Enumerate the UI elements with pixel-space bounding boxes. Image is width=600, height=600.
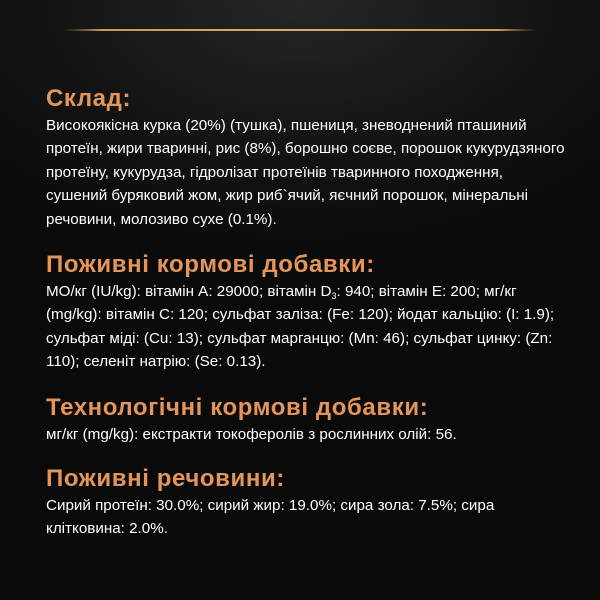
- nutritional-additives-text-part1: МО/кг (IU/kg): вітамін А: 29000; вітамін D: [46, 283, 332, 301]
- nutritional-additives-section: [46, 252, 566, 374]
- composition-heading: Склад:: [46, 85, 132, 112]
- technological-additives-section: [46, 395, 566, 446]
- technological-additives-heading: Технологічні кормові добавки:: [46, 393, 429, 421]
- nutritional-additives-heading: Поживні кормові добавки:: [46, 251, 375, 279]
- nutrients-section: [46, 466, 566, 541]
- composition-text: Високоякісна курка (20%) (тушка), пшениця, зневоднений пташиний протеїн, жири тваринні, рис (8%), борошно соєве, порошок кукурудзяного протеїну, кукурудза, гідролізат протеїнів тваринного походження, сушений буряковий жом, жир риб`ячий, яєчний порошок, мінеральні речовини, молозиво сухе (0.1%).: [46, 117, 565, 228]
- technological-additives-text: мг/кг (mg/kg): екстракти токоферолів з рослинних олій: 56.: [46, 425, 457, 443]
- nutrients-text: Сирий протеїн: 30.0%; сирий жир: 19.0%; сира зола: 7.5%; сира клітковина: 2.0%.: [46, 497, 495, 538]
- nutrients-heading: Поживні речовини:: [46, 465, 285, 493]
- nutritional-additives-text-part2: : 940; вітамін E: 200; мг/кг (mg/kg): вітамін С: 120; сульфат заліза: (Fe: 120); йодат кальцію: (I: 1.9); сульфат міді: (Cu: 13); сульфат марганцю: (Mn: 46); сульфат цинку: (Zn: 110); селеніт натрію: (Se: 0.13).: [46, 283, 555, 371]
- nutritional-additives-text: [46, 280, 566, 374]
- vitamin-d-subscript: 3: [331, 291, 337, 302]
- label-content: [46, 86, 566, 541]
- top-divider: [64, 29, 536, 31]
- composition-section: [46, 86, 566, 231]
